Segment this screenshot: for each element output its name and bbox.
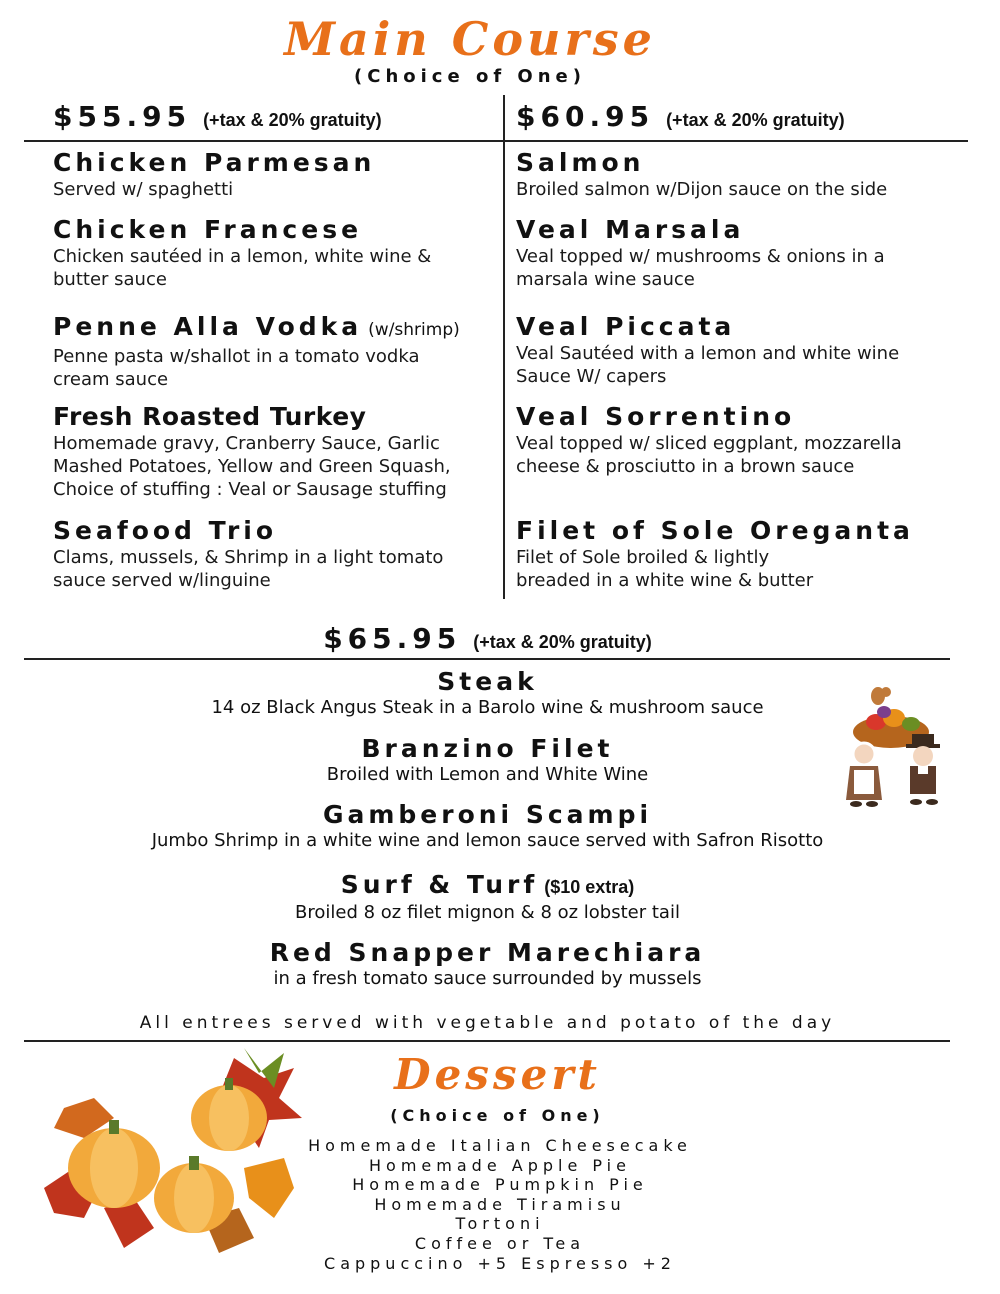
- menu-item-red-snapper: [0, 938, 975, 990]
- tier1-2-divider: [24, 140, 968, 142]
- item-name: Filet of Sole Oreganta: [516, 516, 914, 545]
- item-name: [0, 870, 975, 902]
- main-course-title: Main Course: [284, 12, 656, 66]
- menu-item-veal-sorrentino: [516, 402, 956, 478]
- menu-item-steak: [0, 667, 975, 719]
- tier3-price: $65.95: [323, 622, 462, 655]
- menu-item-penne-alla-vodka: [53, 312, 473, 391]
- item-name: Veal Piccata: [516, 312, 736, 341]
- menu-item-branzino-filet: [0, 734, 975, 786]
- menu-item-veal-piccata: [516, 312, 946, 388]
- item-name: Veal Sorrentino: [516, 402, 796, 431]
- item-desc: Jumbo Shrimp in a white wine and lemon sauce served with Safron Risotto: [151, 830, 824, 851]
- menu-item-chicken-francese: [53, 215, 473, 291]
- menu-item-gamberoni-scampi: [0, 800, 975, 852]
- item-name: Red Snapper Marechiara: [269, 938, 706, 967]
- item-desc: Clams, mussels, & Shrimp in a light tomato sauce served w/linguine: [53, 547, 444, 591]
- item-name: Branzino Filet: [361, 734, 614, 763]
- item-desc: Filet of Sole broiled & lightly breaded in a white wine & butter: [516, 547, 814, 591]
- dessert-item: Tortoni: [455, 1214, 545, 1234]
- menu-item-surf-and-turf: [0, 870, 975, 924]
- pumpkins-illustration: [44, 1048, 302, 1258]
- item-name: Veal Marsala: [516, 215, 745, 244]
- tier2-price-header: [516, 100, 845, 133]
- pilgrims-illustration: [836, 682, 946, 812]
- dessert-divider: [24, 1040, 950, 1042]
- tier2-price: $60.95: [516, 100, 655, 133]
- tier3-note: (+tax & 20% gratuity): [473, 632, 652, 652]
- dessert-item: Coffee or Tea: [414, 1233, 586, 1253]
- tier1-note: (+tax & 20% gratuity): [203, 110, 382, 130]
- item-name: Chicken Parmesan: [53, 148, 376, 177]
- item-desc: Homemade gravy, Cranberry Sauce, Garlic Mashed Potatoes, Yellow and Green Squash, Choice of stuffing : Veal or Sausage stuffing: [53, 433, 451, 500]
- menu-item-seafood-trio: [53, 516, 473, 592]
- item-name: Salmon: [516, 148, 645, 177]
- tier1-price-header: [53, 100, 382, 133]
- item-name: [53, 312, 473, 345]
- menu-item-veal-marsala: [516, 215, 946, 291]
- tier2-note: (+tax & 20% gratuity): [666, 110, 845, 130]
- item-desc: Served w/ spaghetti: [53, 179, 234, 200]
- item-desc: Veal topped w/ sliced eggplant, mozzarella cheese & prosciutto in a brown sauce: [516, 433, 902, 477]
- item-name-text: Surf & Turf: [340, 870, 539, 899]
- dessert-item: Homemade Tiramisu: [374, 1194, 626, 1214]
- item-desc: Broiled with Lemon and White Wine: [326, 764, 649, 785]
- tier3-price-header: [0, 622, 975, 655]
- item-desc: in a fresh tomato sauce surrounded by mussels: [273, 968, 702, 989]
- menu-item-chicken-parmesan: [53, 148, 493, 201]
- dessert-item: Homemade Pumpkin Pie: [352, 1175, 648, 1195]
- item-name: Seafood Trio: [53, 516, 278, 545]
- dessert-title: Dessert: [394, 1050, 601, 1099]
- dessert-subtitle: (Choice of One): [390, 1106, 605, 1125]
- item-extra: ($10 extra): [544, 877, 635, 897]
- dessert-item: Homemade Italian Cheesecake: [308, 1136, 692, 1155]
- item-desc: 14 oz Black Angus Steak in a Barolo wine & mushroom sauce: [211, 697, 764, 718]
- item-desc: Veal Sautéed with a lemon and white wine Sauce W/ capers: [516, 343, 900, 387]
- menu-item-salmon: [516, 148, 956, 201]
- dessert-item: Cappuccino +5 Espresso +2: [324, 1253, 676, 1273]
- dessert-item: Homemade Apple Pie: [369, 1155, 631, 1175]
- main-course-subtitle: (Choice of One): [354, 66, 586, 87]
- item-name-text: Penne Alla Vodka: [53, 312, 363, 341]
- item-name: Gamberoni Scampi: [322, 800, 653, 829]
- item-extra: (w/shrimp): [368, 320, 460, 340]
- menu-item-fresh-roasted-turkey: [53, 402, 493, 501]
- item-name: Chicken Francese: [53, 215, 363, 244]
- item-desc: Chicken sautéed in a lemon, white wine & butter sauce: [53, 246, 432, 290]
- tier1-price: $55.95: [53, 100, 192, 133]
- item-desc: Broiled 8 oz filet mignon & 8 oz lobster tail: [295, 902, 680, 923]
- menu-item-filet-of-sole: [516, 516, 914, 592]
- item-name: Steak: [437, 667, 538, 696]
- column-divider: [503, 95, 505, 599]
- item-desc: Broiled salmon w/Dijon sauce on the side: [516, 179, 888, 200]
- tier3-divider: [24, 658, 950, 660]
- item-desc: Penne pasta w/shallot in a tomato vodka cream sauce: [53, 346, 420, 390]
- item-name: Fresh Roasted Turkey: [53, 402, 367, 431]
- entree-footer-note: All entrees served with vegetable and potato of the day: [139, 1013, 836, 1033]
- item-desc: Veal topped w/ mushrooms & onions in a marsala wine sauce: [516, 246, 885, 290]
